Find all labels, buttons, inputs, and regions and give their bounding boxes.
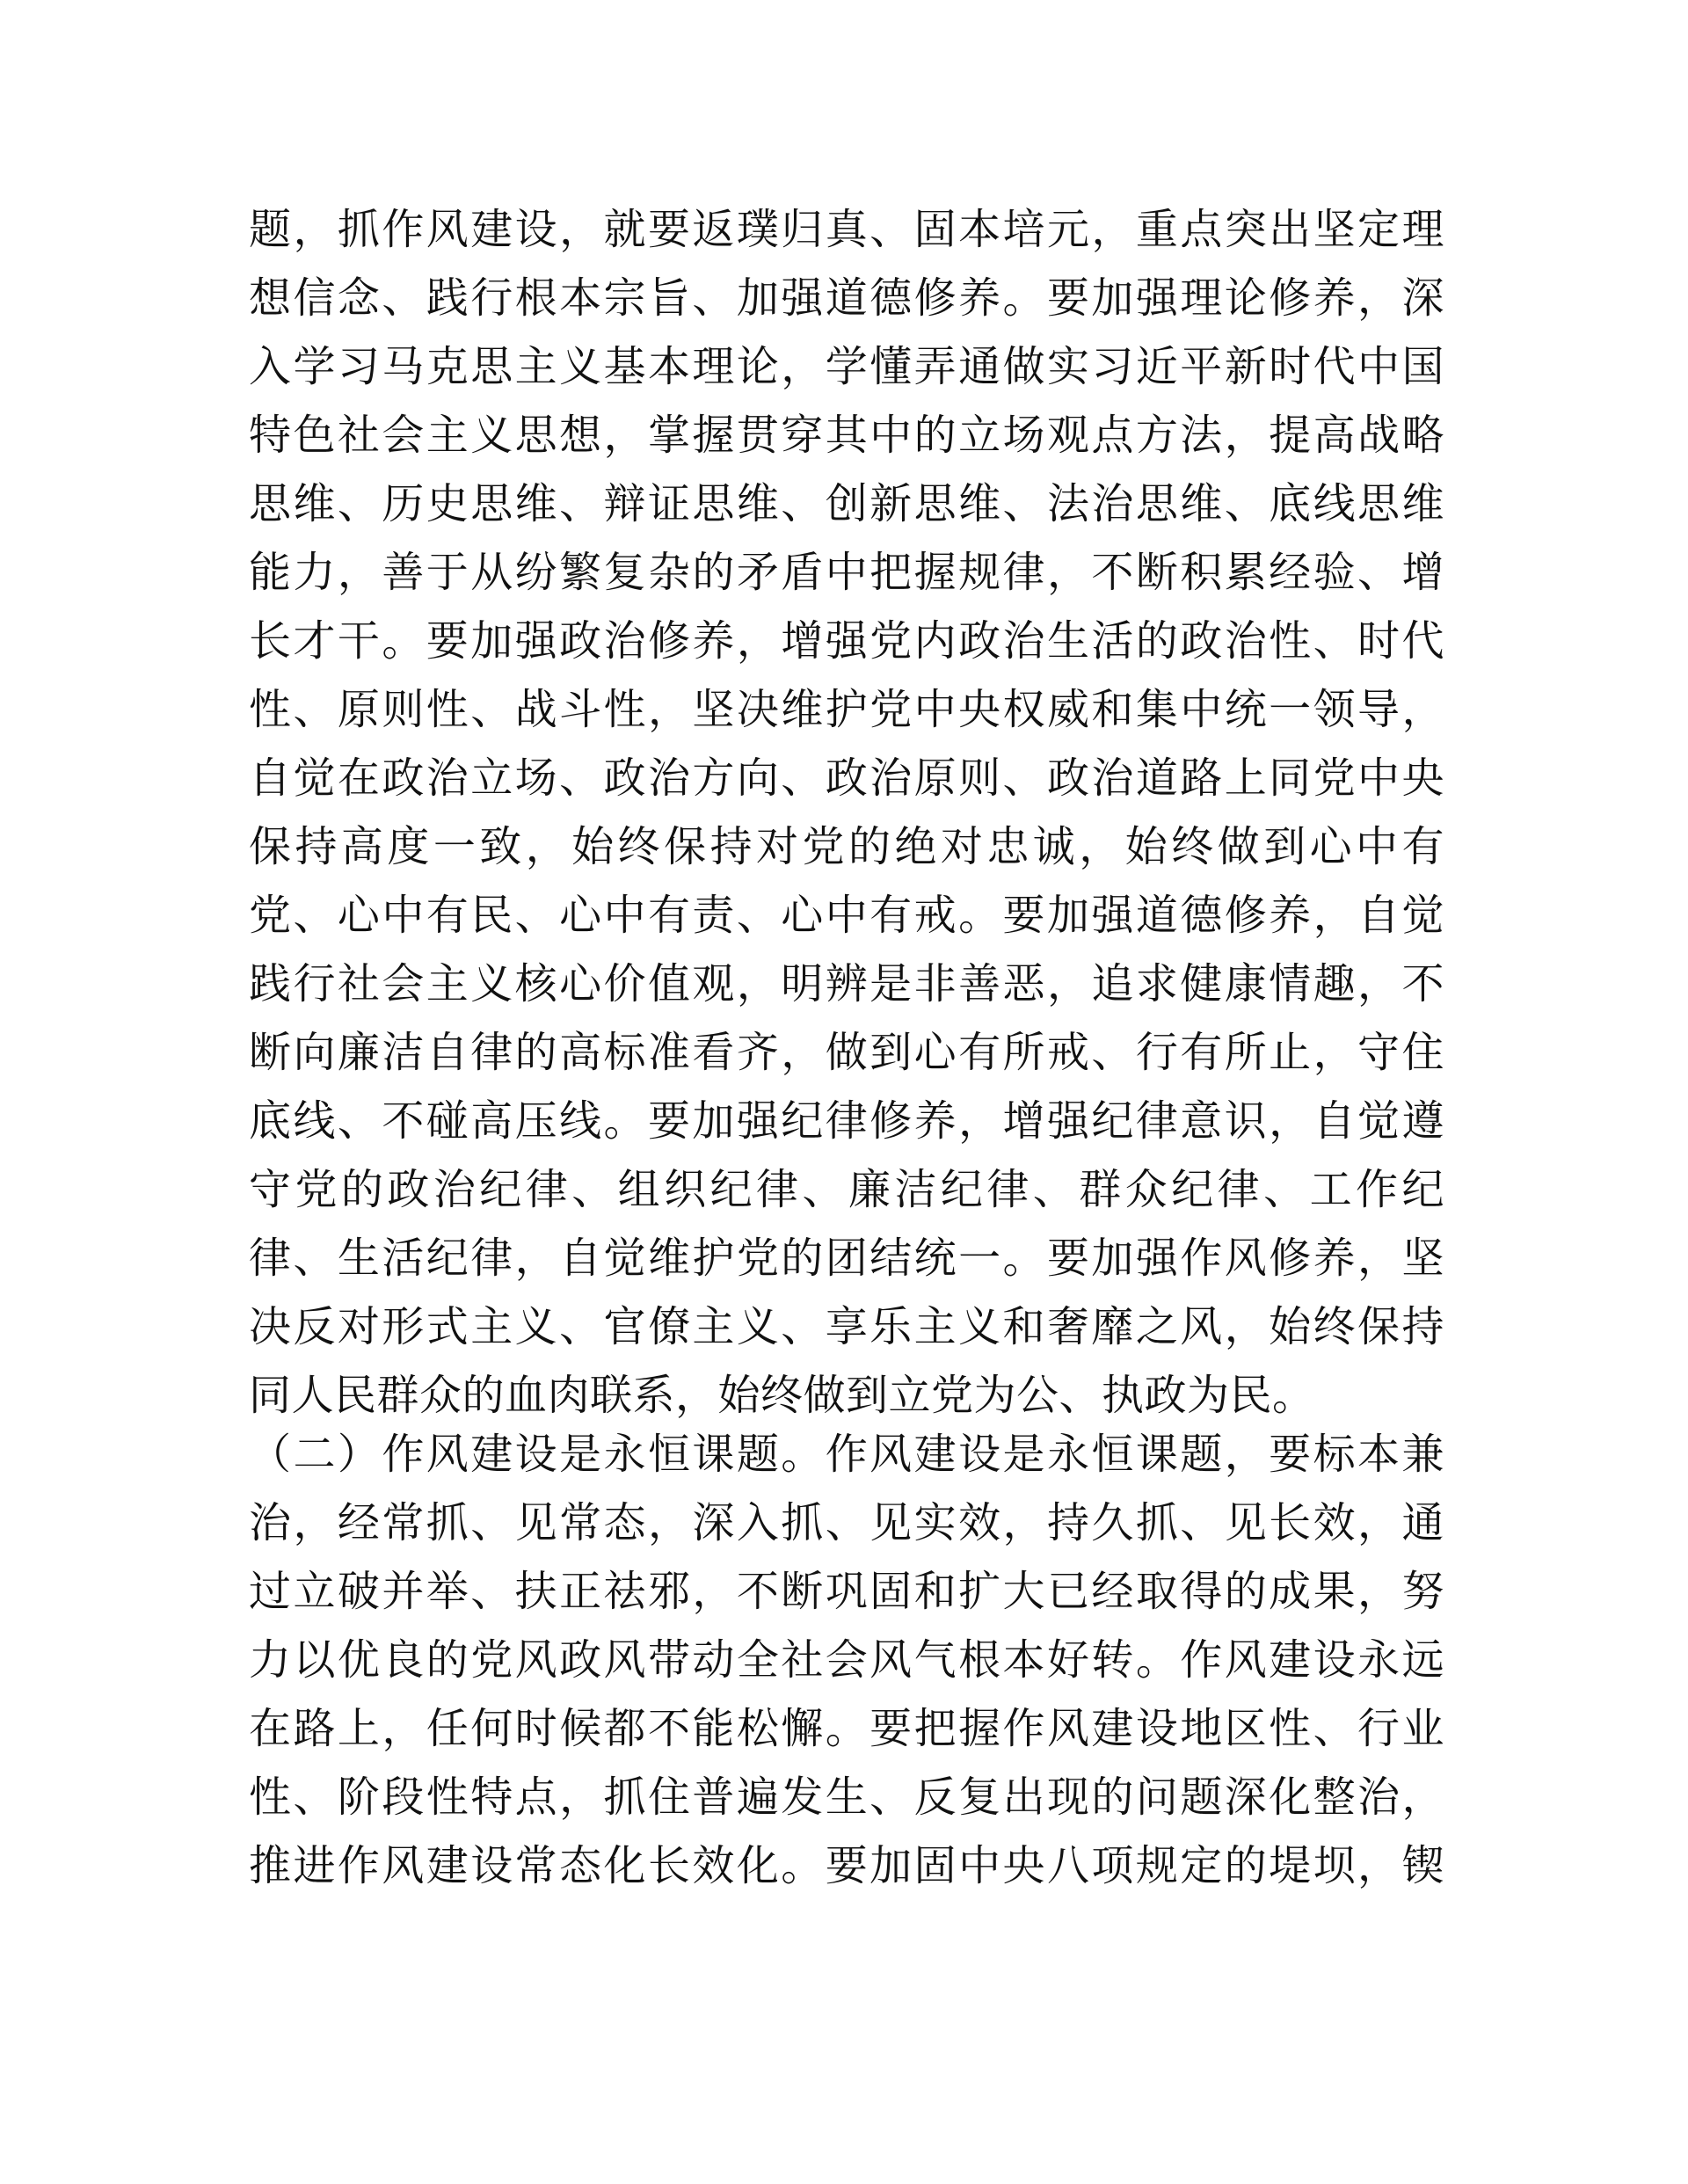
paragraph-1-line: 断向廉洁自律的高标准看齐，做到心有所戒、行有所止，守住 xyxy=(249,1028,1444,1077)
paragraph-2-line: 过立破并举、扶正祛邪，不断巩固和扩大已经取得的成果，努 xyxy=(249,1567,1444,1616)
paragraph-1-line: 决反对形式主义、官僚主义、享乐主义和奢靡之风，始终保持 xyxy=(249,1302,1444,1351)
paragraph-2-line: 性、阶段性特点，抓住普遍发生、反复出现的问题深化整治， xyxy=(249,1773,1444,1822)
paragraph-1-line: 律、生活纪律，自觉维护党的团结统一。要加强作风修养，坚 xyxy=(249,1234,1444,1283)
paragraph-2 xyxy=(249,1420,1444,1900)
paragraph-1-line: 能力，善于从纷繁复杂的矛盾中把握规律，不断积累经验、增 xyxy=(249,548,1444,597)
paragraph-1-line: 入学习马克思主义基本理论，学懂弄通做实习近平新时代中国 xyxy=(249,342,1444,391)
paragraph-1-line: 保持高度一致，始终保持对党的绝对忠诚，始终做到心中有 xyxy=(249,822,1444,871)
paragraph-1-line: 长才干。要加强政治修养，增强党内政治生活的政治性、时代 xyxy=(249,616,1444,666)
paragraph-1-last-line: 同人民群众的血肉联系，始终做到立党为公、执政为民。 xyxy=(249,1371,1315,1420)
paragraph-1-line: 自觉在政治立场、政治方向、政治原则、政治道路上同党中央 xyxy=(249,753,1444,803)
paragraph-1-line: 党、心中有民、心中有责、心中有戒。要加强道德修养，自觉 xyxy=(249,891,1444,940)
paragraph-2-line: 在路上，任何时候都不能松懈。要把握作风建设地区性、行业 xyxy=(249,1704,1444,1753)
paragraph-1-line: 特色社会主义思想，掌握贯穿其中的立场观点方法，提高战略 xyxy=(249,411,1444,460)
paragraph-1-line: 性、原则性、战斗性，坚决维护党中央权威和集中统一领导， xyxy=(249,685,1444,734)
paragraph-1-line: 题，抓作风建设，就要返璞归真、固本培元，重点突出坚定理 xyxy=(249,205,1444,254)
paragraph-2-line: 治，经常抓、见常态，深入抓、见实效，持久抓、见长效，通 xyxy=(249,1498,1444,1547)
paragraph-2-line: （二）作风建设是永恒课题。作风建设是永恒课题，要标本兼 xyxy=(249,1430,1444,1479)
paragraph-1-line: 践行社会主义核心价值观，明辨是非善恶，追求健康情趣，不 xyxy=(249,959,1444,1008)
paragraph-1-line: 想信念、践行根本宗旨、加强道德修养。要加强理论修养，深 xyxy=(249,273,1444,323)
paragraph-2-line: 力以优良的党风政风带动全社会风气根本好转。作风建设永远 xyxy=(249,1635,1444,1685)
paragraph-1-line: 思维、历史思维、辩证思维、创新思维、法治思维、底线思维 xyxy=(249,479,1444,528)
paragraph-1 xyxy=(249,195,1444,1430)
paragraph-2-line: 推进作风建设常态化长效化。要加固中央八项规定的堤坝，锲 xyxy=(249,1841,1444,1890)
paragraph-1-line: 底线、不碰高压线。要加强纪律修养，增强纪律意识，自觉遵 xyxy=(249,1096,1444,1146)
paragraph-1-line: 守党的政治纪律、组织纪律、廉洁纪律、群众纪律、工作纪 xyxy=(249,1165,1444,1214)
